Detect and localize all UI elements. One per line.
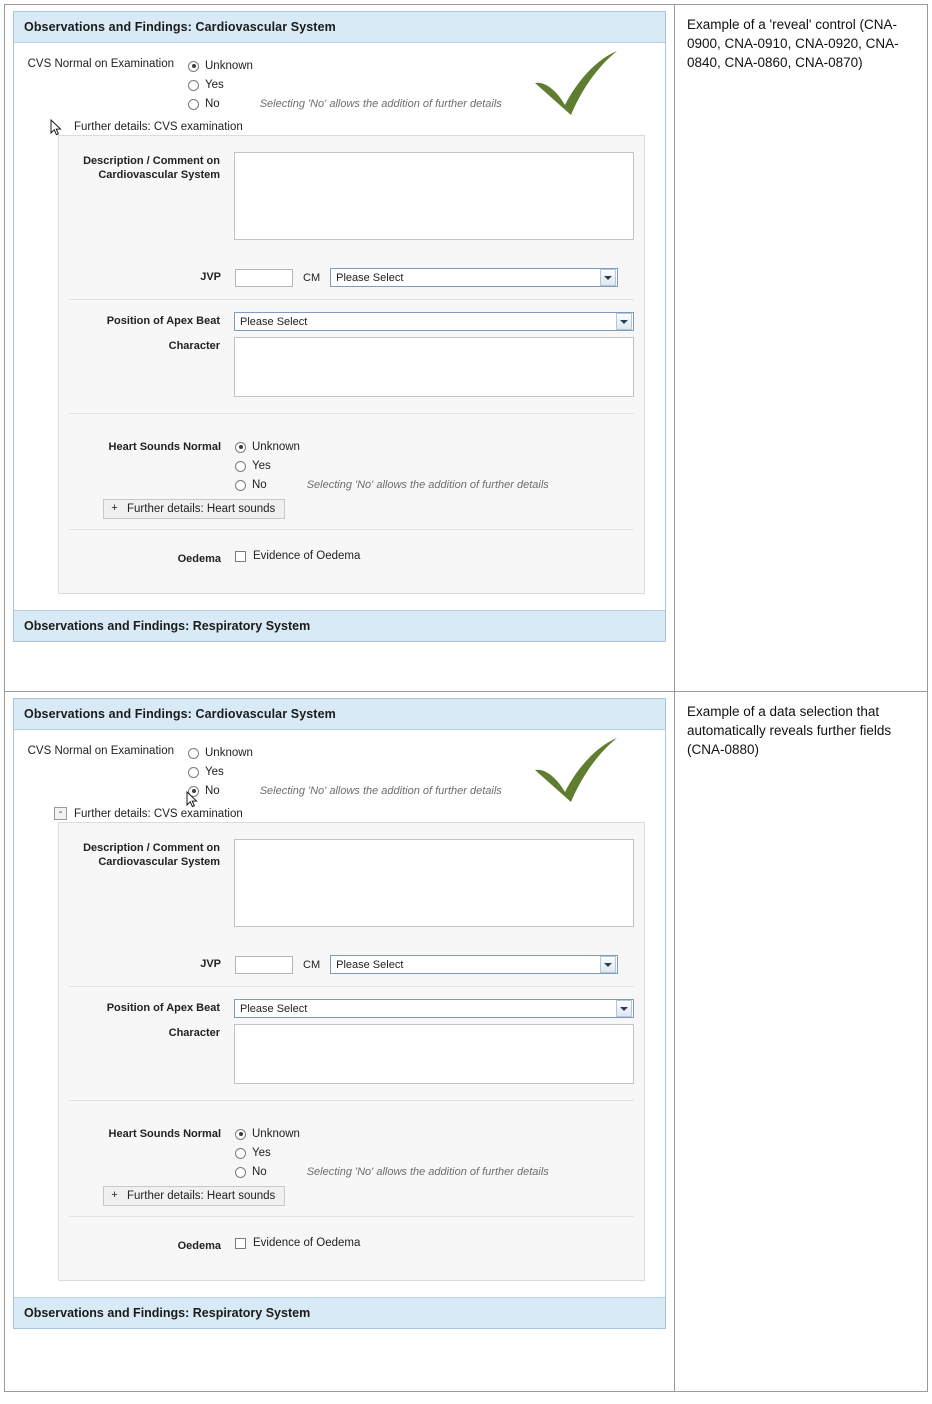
further-details-heart-sounds-label: Further details: Heart sounds — [127, 1190, 276, 1202]
heart-sounds-radio-group[interactable] — [235, 1125, 549, 1182]
heart-sounds-radio-group[interactable] — [235, 438, 549, 495]
table-row — [4, 692, 928, 1392]
annotation-cell-1 — [675, 5, 927, 691]
radio-unknown-icon[interactable] — [188, 61, 199, 72]
description-textarea[interactable] — [234, 839, 634, 927]
reveal-control-cvs[interactable] — [54, 120, 655, 133]
radio-option-unknown[interactable]: Unknown — [188, 744, 502, 762]
radio-no-icon[interactable] — [235, 480, 246, 491]
annotation-cell-2 — [675, 692, 927, 1391]
further-details-heart-sounds-button[interactable] — [103, 499, 285, 519]
cvs-details-box — [58, 822, 645, 1281]
radio-unknown-icon[interactable] — [188, 748, 199, 759]
mouse-cursor-icon — [50, 119, 62, 137]
section-header-cardiovascular: Observations and Findings: Cardiovascular System — [14, 699, 665, 730]
character-field — [69, 1024, 634, 1084]
oedema-field — [69, 1237, 634, 1254]
cvs-details-box — [58, 135, 645, 594]
cvs-normal-field — [24, 57, 655, 114]
radio-yes-icon[interactable] — [235, 461, 246, 472]
radio-yes-icon[interactable] — [188, 80, 199, 91]
jvp-unit-label: CM — [303, 271, 321, 284]
oedema-checkbox-label: Evidence of Oedema — [253, 550, 361, 562]
cvs-normal-field — [24, 744, 655, 801]
description-textarea[interactable] — [234, 152, 634, 240]
radio-option-no[interactable]: No Selecting 'No' allows the addition of further details — [188, 95, 502, 113]
description-field — [69, 152, 634, 240]
heart-sounds-block — [69, 1101, 634, 1217]
oedema-field — [69, 550, 634, 567]
further-details-heart-sounds-button[interactable] — [103, 1186, 285, 1206]
radio-no-icon[interactable] — [188, 99, 199, 110]
mouse-cursor-icon — [186, 791, 198, 809]
cardiovascular-form-panel-2 — [13, 698, 666, 1329]
cvs-normal-radio-group[interactable] — [188, 57, 502, 114]
jvp-select[interactable] — [330, 268, 618, 287]
jvp-select-value: Please Select — [336, 271, 404, 284]
radio-option-yes[interactable]: Yes — [235, 457, 549, 475]
annotation-text-1: Example of a 'reveal' control (CNA-0900, CNA-0910, CNA-0920, CNA-0840, CNA-0860, CNA-0870) — [687, 17, 899, 71]
heart-sounds-hint: Selecting 'No' allows the addition of further details — [306, 1166, 549, 1178]
heart-sounds-field — [69, 1125, 634, 1182]
apex-label: Position of Apex Beat — [106, 1002, 220, 1014]
jvp-label: JVP — [200, 958, 221, 970]
radio-option-yes[interactable]: Yes — [188, 76, 502, 94]
form-cell-auto-reveal — [5, 692, 675, 1391]
radio-option-yes[interactable]: Yes — [188, 763, 502, 781]
oedema-checkbox[interactable] — [235, 550, 360, 562]
apex-select-value: Please Select — [240, 1002, 308, 1015]
section-header-cardiovascular: Observations and Findings: Cardiovascular System — [14, 12, 665, 43]
oedema-block — [69, 530, 634, 579]
jvp-label: JVP — [200, 271, 221, 283]
heart-sounds-label: Heart Sounds Normal — [108, 1128, 221, 1140]
jvp-select-value: Please Select — [336, 958, 404, 971]
apex-select[interactable] — [234, 999, 634, 1018]
plus-icon: + — [111, 503, 118, 515]
plus-icon: + — [111, 1190, 118, 1202]
table-row — [4, 4, 928, 692]
reveal-toggle-icon[interactable]: - — [54, 807, 67, 820]
heart-sounds-field — [69, 438, 634, 495]
apex-select-value: Please Select — [240, 315, 308, 328]
description-field — [69, 839, 634, 927]
chevron-down-icon[interactable] — [600, 956, 616, 973]
character-label: Character — [168, 1027, 220, 1039]
cvs-normal-label: CVS Normal on Examination — [27, 745, 174, 757]
radio-option-no[interactable]: No Selecting 'No' allows the addition of further details — [188, 782, 502, 800]
radio-no-icon[interactable] — [235, 1167, 246, 1178]
apex-field — [69, 312, 634, 331]
reveal-control-cvs[interactable] — [54, 807, 655, 820]
chevron-down-icon[interactable] — [600, 269, 616, 286]
radio-option-unknown[interactable]: Unknown — [235, 1125, 549, 1143]
heart-sounds-hint: Selecting 'No' allows the addition of further details — [306, 479, 549, 491]
radio-unknown-icon[interactable] — [235, 442, 246, 453]
jvp-unit-label: CM — [303, 958, 321, 971]
character-label: Character — [168, 340, 220, 352]
form-cell-reveal-control — [5, 5, 675, 691]
description-label: Description / Comment on Cardiovascular System — [83, 155, 220, 181]
heart-sounds-block — [69, 414, 634, 530]
annotation-text-2: Example of a data selection that automatically reveals further fields (CNA-0880) — [687, 704, 892, 758]
character-textarea[interactable] — [234, 1024, 634, 1084]
chevron-down-icon[interactable] — [616, 313, 632, 330]
cardiovascular-form-panel-1 — [13, 11, 666, 642]
oedema-label: Oedema — [177, 553, 221, 565]
radio-option-no[interactable]: No Selecting 'No' allows the addition of further details — [235, 476, 549, 494]
description-block — [69, 833, 634, 987]
heart-sounds-label: Heart Sounds Normal — [108, 441, 221, 453]
checkbox-icon[interactable] — [235, 551, 246, 562]
description-block — [69, 146, 634, 300]
oedema-checkbox-label: Evidence of Oedema — [253, 1237, 361, 1249]
reveal-label-cvs: Further details: CVS examination — [74, 120, 243, 133]
character-field — [69, 337, 634, 397]
oedema-block — [69, 1217, 634, 1266]
oedema-label: Oedema — [177, 1240, 221, 1252]
radio-option-unknown[interactable]: Unknown — [235, 438, 549, 456]
apex-character-block — [69, 987, 634, 1101]
apex-character-block — [69, 300, 634, 414]
radio-option-unknown[interactable]: Unknown — [188, 57, 502, 75]
further-details-heart-sounds-label: Further details: Heart sounds — [127, 503, 276, 515]
section-header-respiratory: Observations and Findings: Respiratory System — [14, 1297, 665, 1328]
oedema-checkbox[interactable] — [235, 1237, 360, 1249]
jvp-field — [69, 955, 634, 974]
form-body — [14, 43, 665, 610]
radio-unknown-icon[interactable] — [235, 1129, 246, 1140]
checkbox-icon[interactable] — [235, 1238, 246, 1249]
apex-field — [69, 999, 634, 1018]
character-textarea[interactable] — [234, 337, 634, 397]
chevron-down-icon[interactable] — [616, 1000, 632, 1017]
radio-yes-icon[interactable] — [235, 1148, 246, 1159]
apex-select[interactable] — [234, 312, 634, 331]
radio-option-no[interactable]: No Selecting 'No' allows the addition of further details — [235, 1163, 549, 1181]
description-label: Description / Comment on Cardiovascular System — [83, 842, 220, 868]
cvs-normal-hint: Selecting 'No' allows the addition of further details — [259, 98, 502, 110]
cvs-normal-hint: Selecting 'No' allows the addition of further details — [259, 785, 502, 797]
jvp-input[interactable] — [235, 269, 293, 287]
jvp-input[interactable] — [235, 956, 293, 974]
radio-option-yes[interactable]: Yes — [235, 1144, 549, 1162]
apex-label: Position of Apex Beat — [106, 315, 220, 327]
cvs-normal-radio-group[interactable] — [188, 744, 502, 801]
section-header-respiratory: Observations and Findings: Respiratory System — [14, 610, 665, 641]
form-body — [14, 730, 665, 1297]
reveal-label-cvs: Further details: CVS examination — [74, 807, 243, 820]
jvp-select[interactable] — [330, 955, 618, 974]
radio-yes-icon[interactable] — [188, 767, 199, 778]
cvs-normal-label: CVS Normal on Examination — [27, 58, 174, 70]
jvp-field — [69, 268, 634, 287]
